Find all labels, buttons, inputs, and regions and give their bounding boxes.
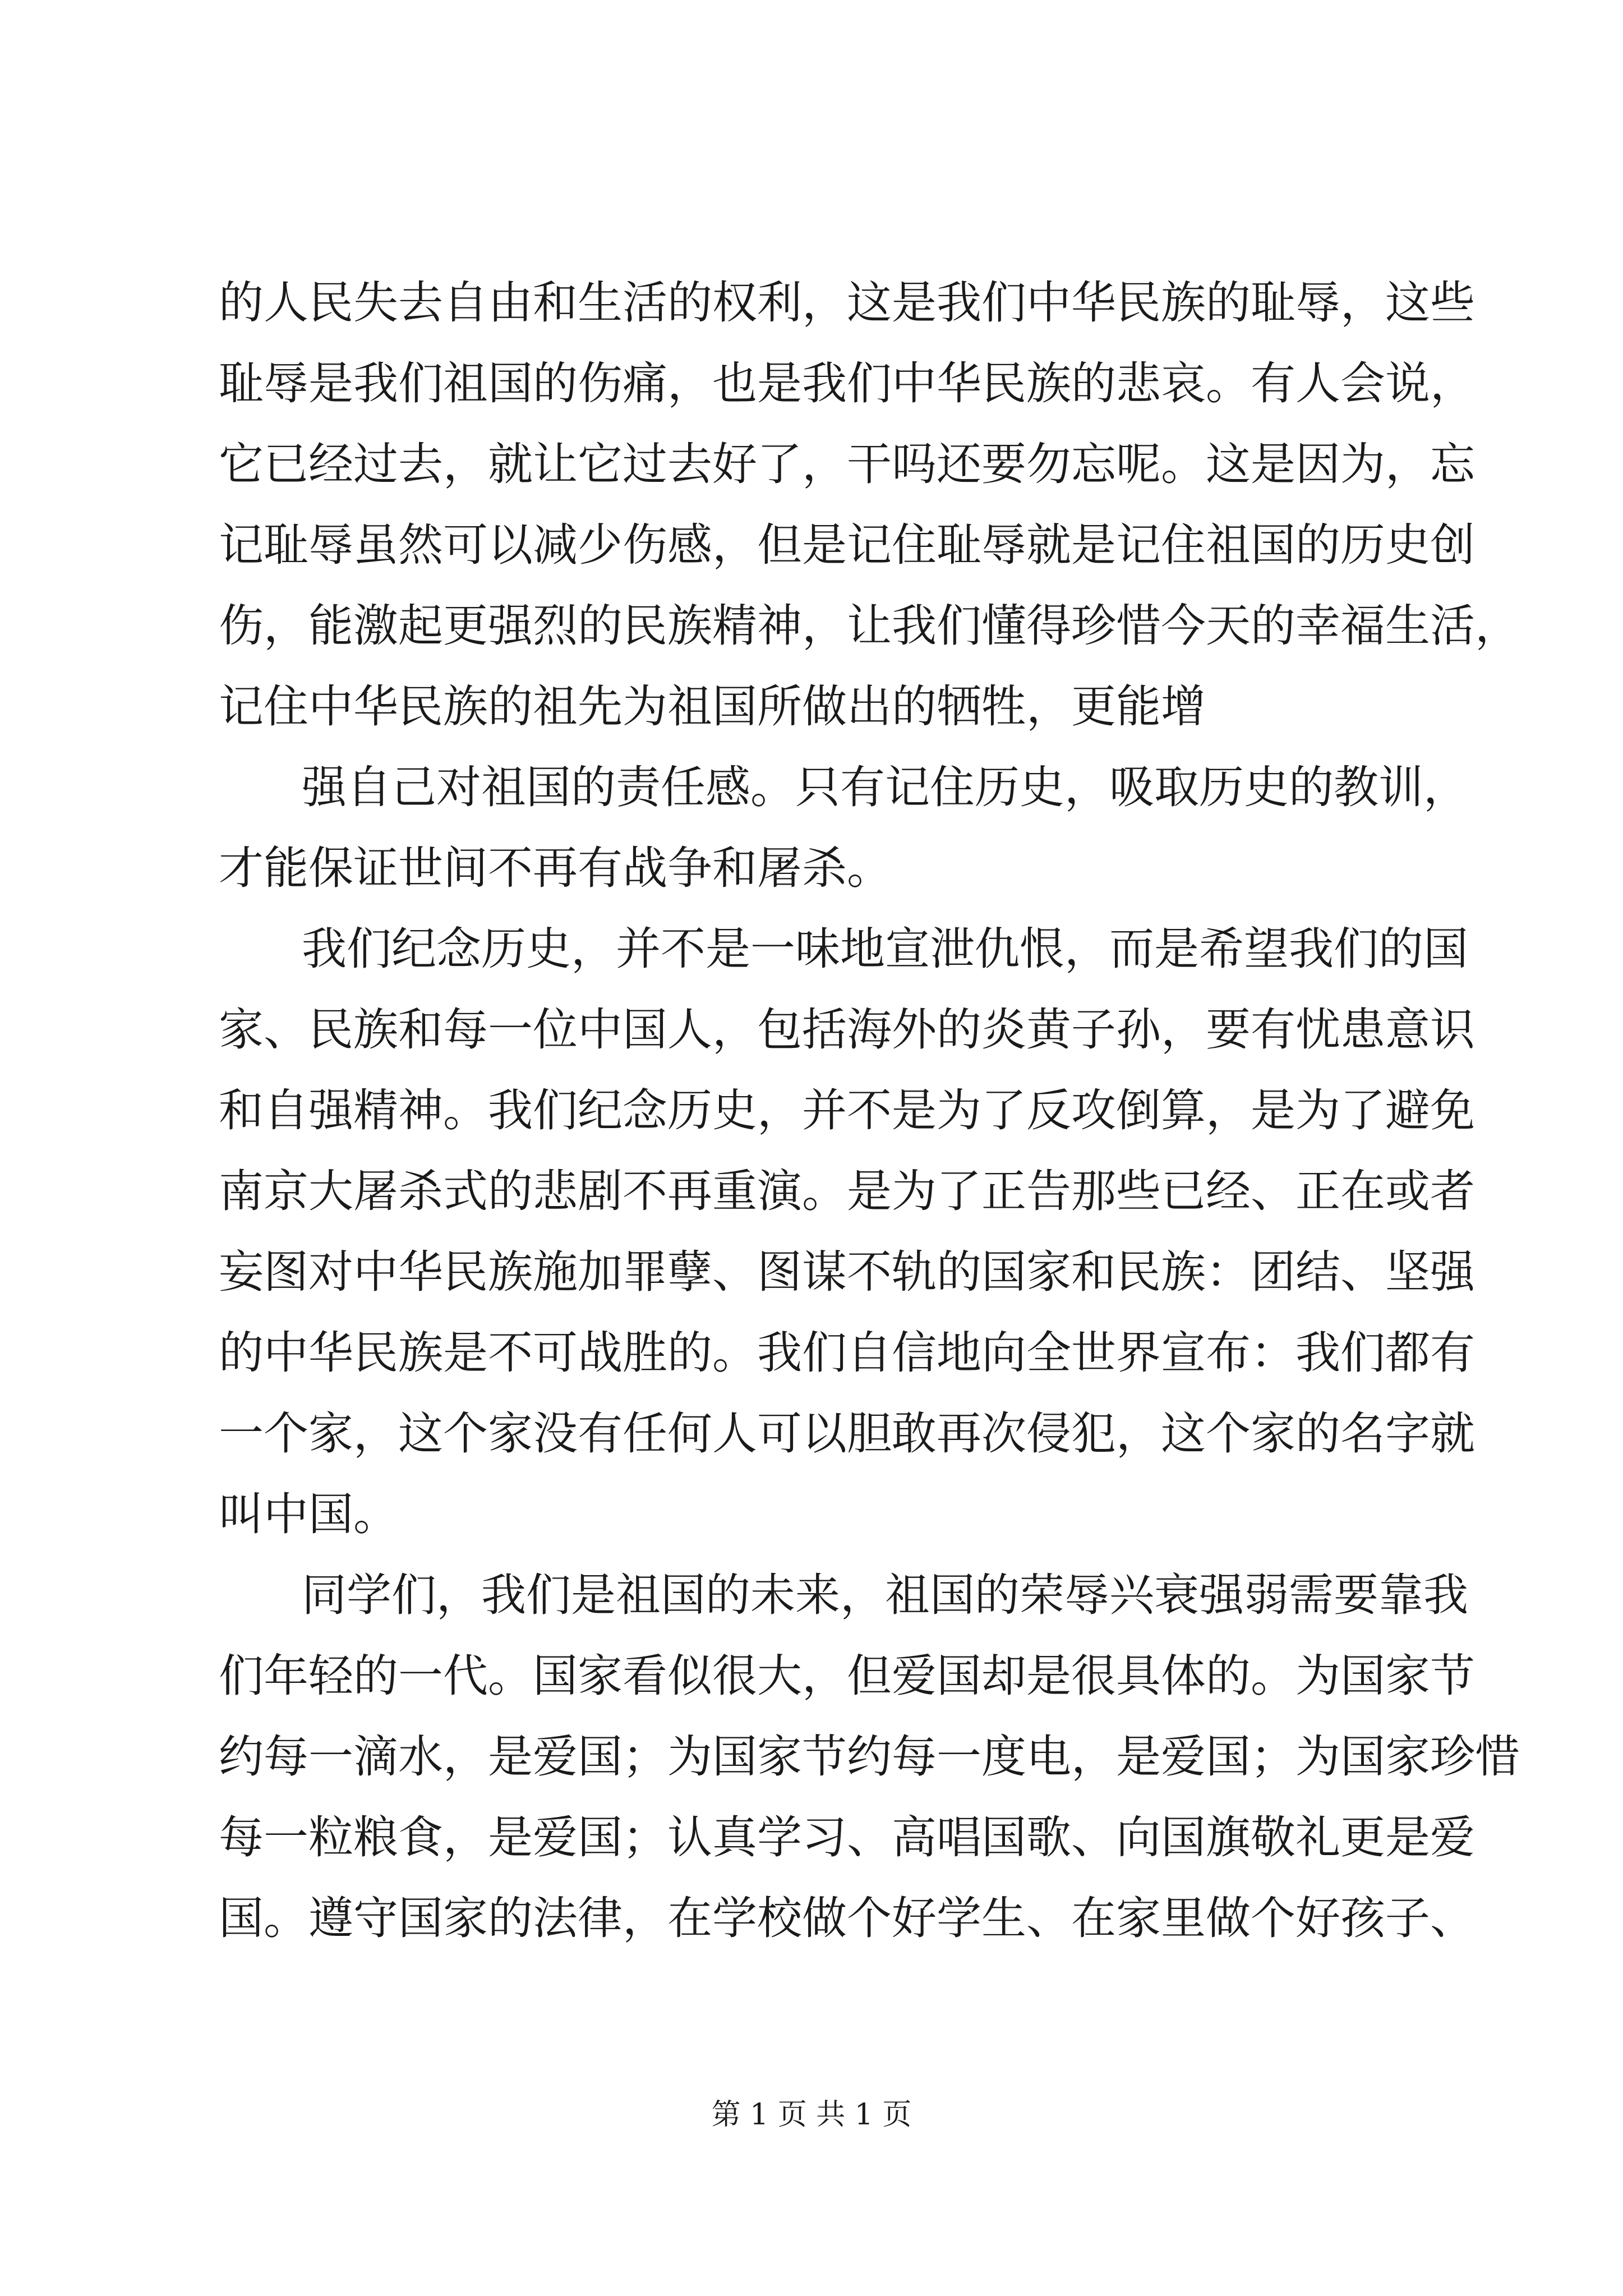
text-line: 记耻辱虽然可以减少伤感，但是记住耻辱就是记住祖国的历史创 — [219, 519, 1475, 571]
text-line: 记住中华民族的祖先为祖国所做出的牺牲，更能增 — [219, 680, 1206, 733]
text-line: 南京大屠杀式的悲剧不再重演。是为了正告那些已经、正在或者 — [219, 1165, 1475, 1217]
text-line: 和自强精神。我们纪念历史，并不是为了反攻倒算，是为了避免 — [219, 1084, 1475, 1137]
text-line: 们年轻的一代。国家看似很大，但爱国却是很具体的。为国家节 — [219, 1650, 1475, 1702]
text-line: 约每一滴水，是爱国；为国家节约每一度电，是爱国；为国家珍惜 — [219, 1731, 1520, 1783]
text-line: 每一粒粮食，是爱国；认真学习、高唱国歌、向国旗敬礼更是爱 — [219, 1811, 1475, 1864]
document-body — [219, 263, 1520, 1959]
text-line: 才能保证世间不再有战争和屠杀。 — [219, 842, 892, 894]
text-line: 同学们，我们是祖国的未来，祖国的荣辱兴衰强弱需要靠我 — [302, 1569, 1468, 1621]
text-line: 强自己对祖国的责任感。只有记住历史，吸取历史的教训， — [302, 761, 1468, 813]
text-line: 国。遵守国家的法律，在学校做个好学生、在家里做个好孩子、 — [219, 1892, 1475, 1944]
text-line: 的中华民族是不可战胜的。我们自信地向全世界宣布：我们都有 — [219, 1327, 1475, 1379]
text-line: 的人民失去自由和生活的权利，这是我们中华民族的耻辱，这些 — [219, 277, 1475, 329]
text-line: 一个家，这个家没有任何人可以胆敢再次侵犯，这个家的名字就 — [219, 1407, 1475, 1460]
text-line: 家、民族和每一位中国人，包括海外的炎黄子孙，要有忧患意识 — [219, 1004, 1475, 1056]
text-line: 耻辱是我们祖国的伤痛，也是我们中华民族的悲哀。有人会说， — [219, 357, 1475, 409]
text-line: 我们纪念历史，并不是一味地宣泄仇恨，而是希望我们的国 — [302, 923, 1468, 975]
text-line: 叫中国。 — [219, 1488, 398, 1540]
text-line: 伤，能激起更强烈的民族精神，让我们懂得珍惜今天的幸福生活， — [219, 600, 1520, 652]
text-line: 它已经过去，就让它过去好了，干吗还要勿忘呢。这是因为，忘 — [219, 438, 1475, 490]
text-line: 妄图对中华民族施加罪孽、图谋不轨的国家和民族：团结、坚强 — [219, 1246, 1475, 1298]
page-footer: 第 1 页 共 1 页 — [711, 2098, 912, 2132]
